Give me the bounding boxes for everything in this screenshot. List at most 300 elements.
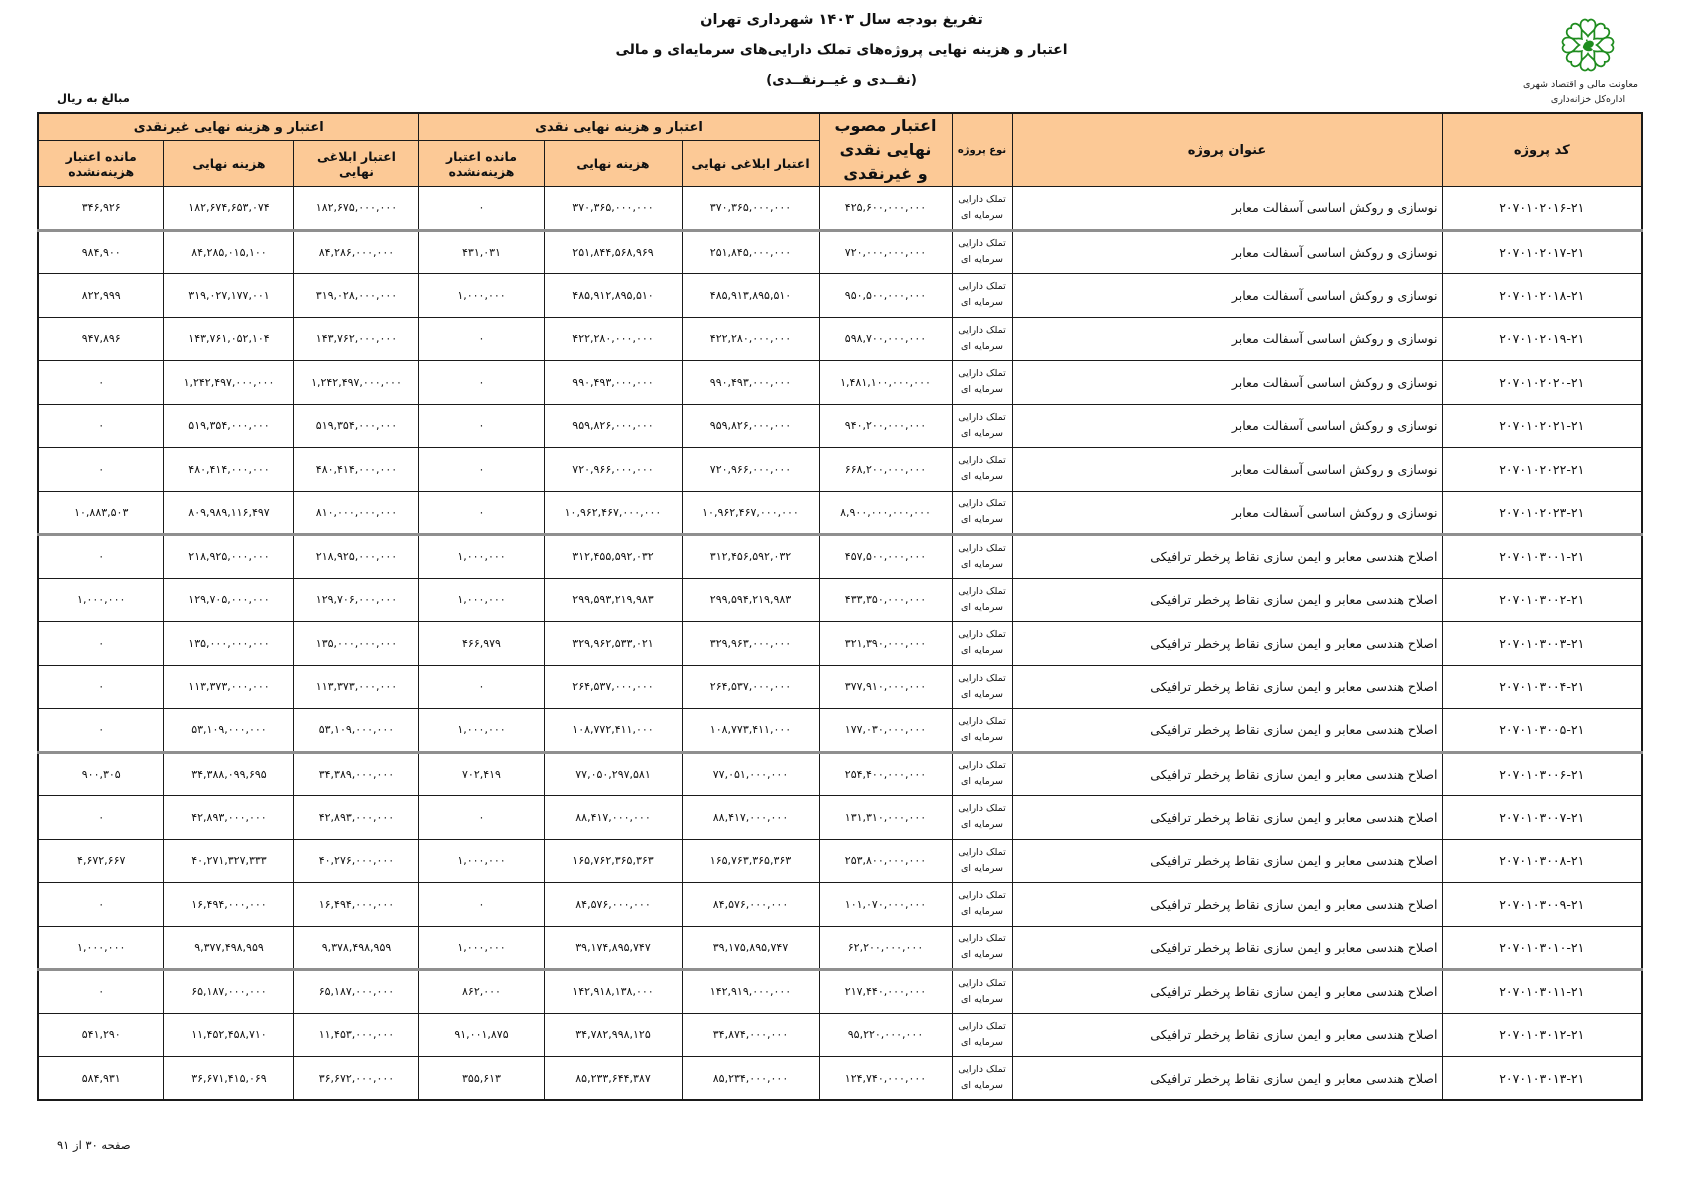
approved-credit-cell: ۴۳۳,۳۵۰,۰۰۰,۰۰۰: [819, 578, 952, 622]
approved-credit-cell: ۸,۹۰۰,۰۰۰,۰۰۰,۰۰۰: [819, 491, 952, 535]
noncash-remaining-cell: ۴,۶۷۲,۶۶۷: [38, 839, 164, 883]
project-type-line1: تملک دارایی: [958, 846, 1006, 858]
approved-credit-cell: ۳۷۷,۹۱۰,۰۰۰,۰۰۰: [819, 665, 952, 709]
noncash-cost-cell: ۳۶,۶۷۱,۴۱۵,۰۶۹: [164, 1057, 294, 1101]
cash-allocated-cell: ۱۰۸,۷۷۳,۴۱۱,۰۰۰: [682, 709, 819, 753]
project-title-cell: نوسازی و روکش اساسی آسفالت معابر: [1012, 448, 1442, 492]
noncash-allocated-cell: ۴۲,۸۹۳,۰۰۰,۰۰۰: [294, 796, 419, 840]
approved-credit-cell: ۲۵۳,۸۰۰,۰۰۰,۰۰۰: [819, 839, 952, 883]
cash-allocated-cell: ۲۹۹,۵۹۴,۲۱۹,۹۸۳: [682, 578, 819, 622]
noncash-remaining-cell: ۵۸۴,۹۳۱: [38, 1057, 164, 1101]
approved-credit-cell: ۱۰۱,۰۷۰,۰۰۰,۰۰۰: [819, 883, 952, 927]
cash-remaining-cell: ۱,۰۰۰,۰۰۰: [419, 839, 544, 883]
table-row: [38, 1057, 1642, 1101]
cash-cost-cell: ۸۵,۲۳۳,۶۴۴,۳۸۷: [544, 1057, 682, 1101]
noncash-cost-cell: ۱۱,۴۵۲,۴۵۸,۷۱۰: [164, 1013, 294, 1057]
table-row: [38, 926, 1642, 970]
project-type-line1: تملک دارایی: [958, 890, 1006, 902]
project-title-cell: اصلاح هندسی معابر و ایمن سازی نقاط پرخطر ترافیکی: [1012, 970, 1442, 1014]
noncash-allocated-cell: ۲۱۸,۹۲۵,۰۰۰,۰۰۰: [294, 535, 419, 579]
cash-allocated-cell: ۸۴,۵۷۶,۰۰۰,۰۰۰: [682, 883, 819, 927]
cash-cost-cell: ۱۰۸,۷۷۲,۴۱۱,۰۰۰: [544, 709, 682, 753]
project-title-cell: اصلاح هندسی معابر و ایمن سازی نقاط پرخطر ترافیکی: [1012, 926, 1442, 970]
cash-remaining-cell: ۰: [419, 404, 544, 448]
noncash-allocated-cell: ۱۳۵,۰۰۰,۰۰۰,۰۰۰: [294, 622, 419, 666]
project-type-line2: سرمایه ای: [960, 427, 1004, 439]
noncash-allocated-cell: ۱۸۲,۶۷۵,۰۰۰,۰۰۰: [294, 187, 419, 231]
project-title-cell: اصلاح هندسی معابر و ایمن سازی نقاط پرخطر ترافیکی: [1012, 1013, 1442, 1057]
table-row: [38, 970, 1642, 1014]
noncash-allocated-cell: ۱۱,۴۵۳,۰۰۰,۰۰۰: [294, 1013, 419, 1057]
project-title-cell: اصلاح هندسی معابر و ایمن سازی نقاط پرخطر ترافیکی: [1012, 796, 1442, 840]
tehran-municipality-logo-icon: [1538, 16, 1638, 74]
project-type-cell: [952, 230, 1012, 274]
project-type-cell: [952, 665, 1012, 709]
project-type-line2: سرمایه ای: [960, 906, 1004, 918]
cash-allocated-cell: ۳۹,۱۷۵,۸۹۵,۷۴۷: [682, 926, 819, 970]
noncash-cost-cell: ۸۴,۲۸۵,۰۱۵,۱۰۰: [164, 230, 294, 274]
project-code-cell: ۲۰۷۰۱۰۲۰۱۷-۲۱: [1442, 230, 1642, 274]
cash-cost-cell: ۲۹۹,۵۹۳,۲۱۹,۹۸۳: [544, 578, 682, 622]
project-type-cell: [952, 187, 1012, 231]
noncash-remaining-cell: ۰: [38, 665, 164, 709]
cash-cost-cell: ۷۷,۰۵۰,۲۹۷,۵۸۱: [544, 752, 682, 796]
noncash-remaining-cell: ۰: [38, 361, 164, 405]
project-type-cell: [952, 578, 1012, 622]
noncash-allocated-cell: ۴۸۰,۴۱۴,۰۰۰,۰۰۰: [294, 448, 419, 492]
cash-remaining-cell: ۷۰۲,۴۱۹: [419, 752, 544, 796]
project-code-cell: ۲۰۷۰۱۰۲۰۲۰-۲۱: [1442, 361, 1642, 405]
project-type-cell: [952, 448, 1012, 492]
noncash-allocated-cell: ۳۱۹,۰۲۸,۰۰۰,۰۰۰: [294, 274, 419, 318]
project-type-cell: [952, 752, 1012, 796]
budget-table: [37, 112, 1643, 1101]
project-type-line1: تملک دارایی: [958, 933, 1006, 945]
project-type-line2: سرمایه ای: [960, 254, 1004, 266]
noncash-cost-cell: ۸۰۹,۹۸۹,۱۱۶,۴۹۷: [164, 491, 294, 535]
approved-credit-cell: ۱۳۱,۳۱۰,۰۰۰,۰۰۰: [819, 796, 952, 840]
noncash-remaining-cell: ۱,۰۰۰,۰۰۰: [38, 578, 164, 622]
noncash-allocated-cell: ۱,۲۴۲,۴۹۷,۰۰۰,۰۰۰: [294, 361, 419, 405]
approved-credit-cell: ۹۴۰,۲۰۰,۰۰۰,۰۰۰: [819, 404, 952, 448]
cash-remaining-cell: ۹۱,۰۰۱,۸۷۵: [419, 1013, 544, 1057]
approved-credit-cell: ۱۷۷,۰۳۰,۰۰۰,۰۰۰: [819, 709, 952, 753]
cash-cost-cell: ۴۲۲,۲۸۰,۰۰۰,۰۰۰: [544, 317, 682, 361]
noncash-remaining-cell: ۰: [38, 883, 164, 927]
noncash-allocated-cell: ۶۵,۱۸۷,۰۰۰,۰۰۰: [294, 970, 419, 1014]
noncash-remaining-cell: ۰: [38, 709, 164, 753]
noncash-cost-cell: ۳۴,۳۸۸,۰۹۹,۶۹۵: [164, 752, 294, 796]
project-type-line2: سرمایه ای: [960, 384, 1004, 396]
cash-remaining-cell: ۰: [419, 448, 544, 492]
noncash-allocated-cell: ۳۶,۶۷۲,۰۰۰,۰۰۰: [294, 1057, 419, 1101]
project-type-line2: سرمایه ای: [960, 819, 1004, 831]
project-code-cell: ۲۰۷۰۱۰۳۰۰۶-۲۱: [1442, 752, 1642, 796]
project-code-cell: ۲۰۷۰۱۰۲۰۱۹-۲۱: [1442, 317, 1642, 361]
cash-cost-cell: ۳۷۰,۳۶۵,۰۰۰,۰۰۰: [544, 187, 682, 231]
table-body: [38, 187, 1642, 1101]
noncash-remaining-cell: ۱,۰۰۰,۰۰۰: [38, 926, 164, 970]
noncash-cost-cell: ۱,۲۴۲,۴۹۷,۰۰۰,۰۰۰: [164, 361, 294, 405]
project-type-line1: تملک دارایی: [958, 803, 1006, 815]
project-code-cell: ۲۰۷۰۱۰۳۰۱۳-۲۱: [1442, 1057, 1642, 1101]
project-type-cell: [952, 926, 1012, 970]
project-code-cell: ۲۰۷۰۱۰۳۰۰۳-۲۱: [1442, 622, 1642, 666]
report-title-block: [0, 12, 1683, 88]
project-type-cell: [952, 796, 1012, 840]
noncash-allocated-cell: ۱۲۹,۷۰۶,۰۰۰,۰۰۰: [294, 578, 419, 622]
cash-cost-cell: ۹۵۹,۸۲۶,۰۰۰,۰۰۰: [544, 404, 682, 448]
noncash-allocated-cell: ۱۶,۴۹۴,۰۰۰,۰۰۰: [294, 883, 419, 927]
cash-remaining-cell: ۸۶۲,۰۰۰: [419, 970, 544, 1014]
cash-cost-cell: ۹۹۰,۴۹۳,۰۰۰,۰۰۰: [544, 361, 682, 405]
col-header-approved-credit: [819, 113, 952, 187]
project-type-cell: [952, 839, 1012, 883]
project-type-line1: تملک دارایی: [958, 672, 1006, 684]
table-row: [38, 448, 1642, 492]
noncash-cost-cell: ۱۱۳,۳۷۳,۰۰۰,۰۰۰: [164, 665, 294, 709]
project-type-cell: [952, 883, 1012, 927]
cash-allocated-cell: ۱۶۵,۷۶۳,۳۶۵,۳۶۳: [682, 839, 819, 883]
cash-allocated-cell: ۳۴,۸۷۴,۰۰۰,۰۰۰: [682, 1013, 819, 1057]
cash-remaining-cell: ۰: [419, 187, 544, 231]
project-type-line1: تملک دارایی: [958, 629, 1006, 641]
project-type-line2: سرمایه ای: [960, 993, 1004, 1005]
col-header-cash-remaining: مانده اعتبار هزینه‌نشده: [419, 141, 544, 187]
table-row: [38, 839, 1642, 883]
report-title-line2: اعتبار و هزینه نهایی پروژه‌های تملک دارایی‌های سرمایه‌ای و مالی: [615, 42, 1068, 58]
project-type-line1: تملک دارایی: [958, 585, 1006, 597]
approved-credit-cell: ۳۲۱,۳۹۰,۰۰۰,۰۰۰: [819, 622, 952, 666]
noncash-cost-cell: ۹,۳۷۷,۴۹۸,۹۵۹: [164, 926, 294, 970]
cash-remaining-cell: ۱,۰۰۰,۰۰۰: [419, 578, 544, 622]
noncash-remaining-cell: ۰: [38, 535, 164, 579]
cash-allocated-cell: ۳۲۹,۹۶۳,۰۰۰,۰۰۰: [682, 622, 819, 666]
project-title-cell: اصلاح هندسی معابر و ایمن سازی نقاط پرخطر ترافیکی: [1012, 535, 1442, 579]
noncash-allocated-cell: ۱۴۳,۷۶۲,۰۰۰,۰۰۰: [294, 317, 419, 361]
cash-allocated-cell: ۷۲۰,۹۶۶,۰۰۰,۰۰۰: [682, 448, 819, 492]
noncash-cost-cell: ۴۸۰,۴۱۴,۰۰۰,۰۰۰: [164, 448, 294, 492]
col-header-cash-cost: هزینه نهایی: [544, 141, 682, 187]
report-title-line3: (نقــدی و غیــرنقــدی): [766, 72, 917, 88]
project-code-cell: ۲۰۷۰۱۰۳۰۰۹-۲۱: [1442, 883, 1642, 927]
table-row: [38, 404, 1642, 448]
col-header-noncash-allocated: اعتبار ابلاغی نهایی: [294, 141, 419, 187]
noncash-remaining-cell: ۳۴۶,۹۲۶: [38, 187, 164, 231]
noncash-remaining-cell: ۹۸۴,۹۰۰: [38, 230, 164, 274]
approved-credit-cell: ۶۶۸,۲۰۰,۰۰۰,۰۰۰: [819, 448, 952, 492]
approved-credit-cell: ۴۵۷,۵۰۰,۰۰۰,۰۰۰: [819, 535, 952, 579]
table-row: [38, 535, 1642, 579]
project-title-cell: نوسازی و روکش اساسی آسفالت معابر: [1012, 317, 1442, 361]
project-type-line1: تملک دارایی: [958, 715, 1006, 727]
cash-allocated-cell: ۳۱۲,۴۵۶,۵۹۲,۰۳۲: [682, 535, 819, 579]
project-title-cell: اصلاح هندسی معابر و ایمن سازی نقاط پرخطر ترافیکی: [1012, 752, 1442, 796]
cash-allocated-cell: ۹۹۰,۴۹۳,۰۰۰,۰۰۰: [682, 361, 819, 405]
noncash-cost-cell: ۱۲۹,۷۰۵,۰۰۰,۰۰۰: [164, 578, 294, 622]
project-type-line1: تملک دارایی: [958, 411, 1006, 423]
currency-note: مبالغ به ریال: [57, 91, 130, 105]
table-row: [38, 187, 1642, 231]
project-type-line2: سرمایه ای: [960, 209, 1004, 221]
noncash-cost-cell: ۱۴۳,۷۶۱,۰۵۲,۱۰۴: [164, 317, 294, 361]
table-header-group-row: [38, 113, 1642, 141]
project-code-cell: ۲۰۷۰۱۰۳۰۰۷-۲۱: [1442, 796, 1642, 840]
project-code-cell: ۲۰۷۰۱۰۲۰۲۱-۲۱: [1442, 404, 1642, 448]
table-row: [38, 665, 1642, 709]
approved-credit-cell: ۵۹۸,۷۰۰,۰۰۰,۰۰۰: [819, 317, 952, 361]
noncash-remaining-cell: ۰: [38, 404, 164, 448]
noncash-remaining-cell: ۵۴۱,۲۹۰: [38, 1013, 164, 1057]
col-header-project-code: کد پروژه: [1442, 113, 1642, 187]
project-code-cell: ۲۰۷۰۱۰۳۰۰۲-۲۱: [1442, 578, 1642, 622]
project-code-cell: ۲۰۷۰۱۰۲۰۱۶-۲۱: [1442, 187, 1642, 231]
table-row: [38, 622, 1642, 666]
project-type-cell: [952, 622, 1012, 666]
noncash-remaining-cell: ۰: [38, 796, 164, 840]
project-type-line2: سرمایه ای: [960, 1080, 1004, 1091]
noncash-allocated-cell: ۵۱۹,۳۵۴,۰۰۰,۰۰۰: [294, 404, 419, 448]
project-type-line2: سرمایه ای: [960, 731, 1004, 743]
noncash-cost-cell: ۵۳,۱۰۹,۰۰۰,۰۰۰: [164, 709, 294, 753]
noncash-allocated-cell: ۹,۳۷۸,۴۹۸,۹۵۹: [294, 926, 419, 970]
cash-allocated-cell: ۷۷,۰۵۱,۰۰۰,۰۰۰: [682, 752, 819, 796]
org-name-line1: معاونت مالی و اقتصاد شهری: [1522, 79, 1638, 90]
project-type-line1: تملک دارایی: [958, 1020, 1006, 1032]
project-code-cell: ۲۰۷۰۱۰۲۰۲۳-۲۱: [1442, 491, 1642, 535]
project-title-cell: اصلاح هندسی معابر و ایمن سازی نقاط پرخطر ترافیکی: [1012, 665, 1442, 709]
cash-cost-cell: ۱۴۲,۹۱۸,۱۳۸,۰۰۰: [544, 970, 682, 1014]
cash-remaining-cell: ۱,۰۰۰,۰۰۰: [419, 274, 544, 318]
project-code-cell: ۲۰۷۰۱۰۲۰۱۸-۲۱: [1442, 274, 1642, 318]
cash-remaining-cell: ۰: [419, 491, 544, 535]
noncash-cost-cell: ۳۱۹,۰۲۷,۱۷۷,۰۰۱: [164, 274, 294, 318]
project-code-cell: ۲۰۷۰۱۰۲۰۲۲-۲۱: [1442, 448, 1642, 492]
project-type-line1: تملک دارایی: [958, 238, 1006, 250]
project-type-line1: تملک دارایی: [958, 368, 1006, 380]
project-title-cell: اصلاح هندسی معابر و ایمن سازی نقاط پرخطر ترافیکی: [1012, 1057, 1442, 1101]
project-title-cell: اصلاح هندسی معابر و ایمن سازی نقاط پرخطر ترافیکی: [1012, 578, 1442, 622]
project-type-line2: سرمایه ای: [960, 471, 1004, 483]
noncash-remaining-cell: ۸۲۲,۹۹۹: [38, 274, 164, 318]
cash-cost-cell: ۸۸,۴۱۷,۰۰۰,۰۰۰: [544, 796, 682, 840]
cash-cost-cell: ۳۹,۱۷۴,۸۹۵,۷۴۷: [544, 926, 682, 970]
project-type-line1: تملک دارایی: [958, 324, 1006, 336]
project-title-cell: نوسازی و روکش اساسی آسفالت معابر: [1012, 361, 1442, 405]
project-code-cell: ۲۰۷۰۱۰۳۰۰۵-۲۱: [1442, 709, 1642, 753]
cash-cost-cell: ۲۶۴,۵۳۷,۰۰۰,۰۰۰: [544, 665, 682, 709]
table-row: [38, 274, 1642, 318]
table-row: [38, 796, 1642, 840]
project-title-cell: نوسازی و روکش اساسی آسفالت معابر: [1012, 491, 1442, 535]
cash-cost-cell: ۳۴,۷۸۲,۹۹۸,۱۲۵: [544, 1013, 682, 1057]
cash-allocated-cell: ۱۰,۹۶۲,۴۶۷,۰۰۰,۰۰۰: [682, 491, 819, 535]
project-type-cell: [952, 1057, 1012, 1101]
approved-credit-cell: ۶۲,۲۰۰,۰۰۰,۰۰۰: [819, 926, 952, 970]
approved-credit-cell: ۹۵,۲۲۰,۰۰۰,۰۰۰: [819, 1013, 952, 1057]
noncash-remaining-cell: ۹۴۷,۸۹۶: [38, 317, 164, 361]
report-title-line1: تفریغ بودجه سال ۱۴۰۳ شهرداری تهران: [700, 12, 983, 28]
cash-cost-cell: ۱۰,۹۶۲,۴۶۷,۰۰۰,۰۰۰: [544, 491, 682, 535]
project-type-cell: [952, 274, 1012, 318]
noncash-cost-cell: ۲۱۸,۹۲۵,۰۰۰,۰۰۰: [164, 535, 294, 579]
cash-cost-cell: ۷۲۰,۹۶۶,۰۰۰,۰۰۰: [544, 448, 682, 492]
noncash-cost-cell: ۱۶,۴۹۴,۰۰۰,۰۰۰: [164, 883, 294, 927]
project-code-cell: ۲۰۷۰۱۰۳۰۱۰-۲۱: [1442, 926, 1642, 970]
project-type-line1: تملک دارایی: [958, 455, 1006, 467]
group-header-noncash: اعتبار و هزینه نهایی غیرنقدی: [38, 113, 419, 141]
cash-cost-cell: ۲۵۱,۸۴۴,۵۶۸,۹۶۹: [544, 230, 682, 274]
project-type-cell: [952, 404, 1012, 448]
cash-remaining-cell: ۰: [419, 665, 544, 709]
project-type-line2: سرمایه ای: [960, 776, 1004, 788]
noncash-allocated-cell: ۴۰,۲۷۶,۰۰۰,۰۰۰: [294, 839, 419, 883]
table-row: [38, 491, 1642, 535]
project-type-line2: سرمایه ای: [960, 514, 1004, 526]
project-type-line2: سرمایه ای: [960, 297, 1004, 309]
noncash-allocated-cell: ۵۳,۱۰۹,۰۰۰,۰۰۰: [294, 709, 419, 753]
noncash-cost-cell: ۱۸۲,۶۷۴,۶۵۳,۰۷۴: [164, 187, 294, 231]
cash-remaining-cell: ۳۵۵,۶۱۳: [419, 1057, 544, 1101]
project-title-cell: اصلاح هندسی معابر و ایمن سازی نقاط پرخطر ترافیکی: [1012, 839, 1442, 883]
col-header-noncash-remaining: مانده اعتبار هزینه‌نشده: [38, 141, 164, 187]
project-title-cell: اصلاح هندسی معابر و ایمن سازی نقاط پرخطر ترافیکی: [1012, 883, 1442, 927]
project-type-cell: [952, 1013, 1012, 1057]
project-type-cell: [952, 491, 1012, 535]
project-type-cell: [952, 709, 1012, 753]
noncash-remaining-cell: ۰: [38, 622, 164, 666]
project-title-cell: نوسازی و روکش اساسی آسفالت معابر: [1012, 274, 1442, 318]
organization-block: [1522, 16, 1638, 107]
project-type-line2: سرمایه ای: [960, 601, 1004, 613]
col-header-cash-allocated: اعتبار ابلاغی نهایی: [682, 141, 819, 187]
table-row: [38, 578, 1642, 622]
noncash-allocated-cell: ۸۱۰,۰۰۰,۰۰۰,۰۰۰: [294, 491, 419, 535]
cash-allocated-cell: ۳۷۰,۳۶۵,۰۰۰,۰۰۰: [682, 187, 819, 231]
cash-cost-cell: ۱۶۵,۷۶۲,۳۶۵,۳۶۳: [544, 839, 682, 883]
noncash-cost-cell: ۵۱۹,۳۵۴,۰۰۰,۰۰۰: [164, 404, 294, 448]
project-type-line1: تملک دارایی: [958, 760, 1006, 772]
approved-credit-cell: ۹۵۰,۵۰۰,۰۰۰,۰۰۰: [819, 274, 952, 318]
project-code-cell: ۲۰۷۰۱۰۳۰۱۲-۲۱: [1442, 1013, 1642, 1057]
noncash-allocated-cell: ۸۴,۲۸۶,۰۰۰,۰۰۰: [294, 230, 419, 274]
project-code-cell: ۲۰۷۰۱۰۳۰۰۱-۲۱: [1442, 535, 1642, 579]
noncash-remaining-cell: ۰: [38, 448, 164, 492]
project-type-line2: سرمایه ای: [960, 862, 1004, 874]
approved-header-line1: اعتبار مصوب نهایی نقدی: [834, 116, 937, 159]
noncash-allocated-cell: ۳۴,۳۸۹,۰۰۰,۰۰۰: [294, 752, 419, 796]
cash-cost-cell: ۳۱۲,۴۵۵,۵۹۲,۰۳۲: [544, 535, 682, 579]
project-code-cell: ۲۰۷۰۱۰۳۰۱۱-۲۱: [1442, 970, 1642, 1014]
cash-remaining-cell: ۱,۰۰۰,۰۰۰: [419, 709, 544, 753]
cash-allocated-cell: ۴۸۵,۹۱۳,۸۹۵,۵۱۰: [682, 274, 819, 318]
project-type-cell: [952, 317, 1012, 361]
project-type-line2: سرمایه ای: [960, 949, 1004, 961]
project-title-cell: نوسازی و روکش اساسی آسفالت معابر: [1012, 230, 1442, 274]
project-type-line2: سرمایه ای: [960, 688, 1004, 700]
approved-credit-cell: ۴۲۵,۶۰۰,۰۰۰,۰۰۰: [819, 187, 952, 231]
cash-remaining-cell: ۰: [419, 361, 544, 405]
noncash-cost-cell: ۴۰,۲۷۱,۳۲۷,۳۳۳: [164, 839, 294, 883]
table-row: [38, 883, 1642, 927]
noncash-cost-cell: ۶۵,۱۸۷,۰۰۰,۰۰۰: [164, 970, 294, 1014]
cash-remaining-cell: ۱,۰۰۰,۰۰۰: [419, 535, 544, 579]
approved-credit-cell: ۷۲۰,۰۰۰,۰۰۰,۰۰۰: [819, 230, 952, 274]
cash-remaining-cell: ۱,۰۰۰,۰۰۰: [419, 926, 544, 970]
project-type-cell: [952, 361, 1012, 405]
cash-cost-cell: ۸۴,۵۷۶,۰۰۰,۰۰۰: [544, 883, 682, 927]
project-title-cell: نوسازی و روکش اساسی آسفالت معابر: [1012, 404, 1442, 448]
project-title-cell: اصلاح هندسی معابر و ایمن سازی نقاط پرخطر ترافیکی: [1012, 709, 1442, 753]
approved-credit-cell: ۲۱۷,۴۴۰,۰۰۰,۰۰۰: [819, 970, 952, 1014]
col-header-noncash-cost: هزینه نهایی: [164, 141, 294, 187]
table-row: [38, 230, 1642, 274]
project-type-line1: تملک دارایی: [958, 193, 1006, 205]
cash-remaining-cell: ۴۶۶,۹۷۹: [419, 622, 544, 666]
cash-allocated-cell: ۹۵۹,۸۲۶,۰۰۰,۰۰۰: [682, 404, 819, 448]
cash-remaining-cell: ۰: [419, 317, 544, 361]
project-type-cell: [952, 535, 1012, 579]
table-row: [38, 752, 1642, 796]
cash-allocated-cell: ۱۴۲,۹۱۹,۰۰۰,۰۰۰: [682, 970, 819, 1014]
cash-allocated-cell: ۴۲۲,۲۸۰,۰۰۰,۰۰۰: [682, 317, 819, 361]
cash-remaining-cell: ۴۳۱,۰۳۱: [419, 230, 544, 274]
cash-remaining-cell: ۰: [419, 883, 544, 927]
noncash-remaining-cell: ۰: [38, 970, 164, 1014]
table-row: [38, 317, 1642, 361]
project-type-line1: تملک دارایی: [958, 977, 1006, 989]
project-title-cell: اصلاح هندسی معابر و ایمن سازی نقاط پرخطر ترافیکی: [1012, 622, 1442, 666]
noncash-remaining-cell: ۱۰,۸۸۳,۵۰۳: [38, 491, 164, 535]
cash-remaining-cell: ۰: [419, 796, 544, 840]
project-type-line2: سرمایه ای: [960, 558, 1004, 570]
approved-credit-cell: ۱,۴۸۱,۱۰۰,۰۰۰,۰۰۰: [819, 361, 952, 405]
project-type-line2: سرمایه ای: [960, 1036, 1004, 1048]
noncash-allocated-cell: ۱۱۳,۳۷۳,۰۰۰,۰۰۰: [294, 665, 419, 709]
approved-header-line2: و غیرنقدی: [843, 164, 928, 183]
org-name-line2: اداره‌کل خزانه‌داری: [1550, 93, 1626, 105]
page-number: صفحه ۳۰ از ۹۱: [57, 1138, 131, 1152]
approved-credit-cell: ۱۲۴,۷۴۰,۰۰۰,۰۰۰: [819, 1057, 952, 1101]
project-type-line2: سرمایه ای: [960, 340, 1004, 352]
cash-cost-cell: ۴۸۵,۹۱۲,۸۹۵,۵۱۰: [544, 274, 682, 318]
col-header-project-type: نوع پروژه: [952, 113, 1012, 187]
cash-allocated-cell: ۸۵,۲۳۴,۰۰۰,۰۰۰: [682, 1057, 819, 1101]
cash-allocated-cell: ۸۸,۴۱۷,۰۰۰,۰۰۰: [682, 796, 819, 840]
project-type-line1: تملک دارایی: [958, 498, 1006, 510]
noncash-cost-cell: ۴۲,۸۹۳,۰۰۰,۰۰۰: [164, 796, 294, 840]
noncash-cost-cell: ۱۳۵,۰۰۰,۰۰۰,۰۰۰: [164, 622, 294, 666]
project-code-cell: ۲۰۷۰۱۰۳۰۰۴-۲۱: [1442, 665, 1642, 709]
approved-credit-cell: ۲۵۴,۴۰۰,۰۰۰,۰۰۰: [819, 752, 952, 796]
project-type-line2: سرمایه ای: [960, 645, 1004, 657]
cash-allocated-cell: ۲۵۱,۸۴۵,۰۰۰,۰۰۰: [682, 230, 819, 274]
table-row: [38, 361, 1642, 405]
project-type-cell: [952, 970, 1012, 1014]
project-title-cell: نوسازی و روکش اساسی آسفالت معابر: [1012, 187, 1442, 231]
project-type-line1: تملک دارایی: [958, 281, 1006, 293]
project-code-cell: ۲۰۷۰۱۰۳۰۰۸-۲۱: [1442, 839, 1642, 883]
noncash-remaining-cell: ۹۰۰,۳۰۵: [38, 752, 164, 796]
cash-allocated-cell: ۲۶۴,۵۳۷,۰۰۰,۰۰۰: [682, 665, 819, 709]
table-row: [38, 709, 1642, 753]
project-type-line1: تملک دارایی: [958, 542, 1006, 554]
table-row: [38, 1013, 1642, 1057]
col-header-project-title: عنوان پروژه: [1012, 113, 1442, 187]
cash-cost-cell: ۳۲۹,۹۶۲,۵۳۳,۰۲۱: [544, 622, 682, 666]
project-type-line1: تملک دارایی: [958, 1063, 1006, 1075]
group-header-cash: اعتبار و هزینه نهایی نقدی: [419, 113, 819, 141]
